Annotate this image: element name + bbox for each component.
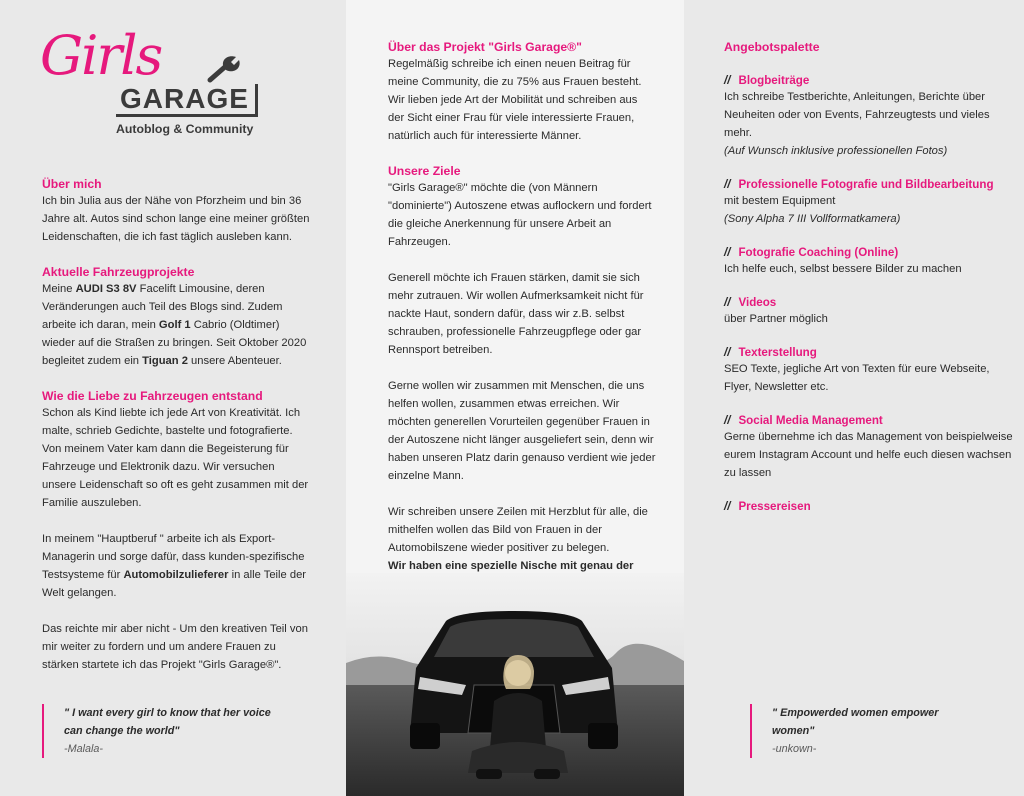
separator-glyph: // bbox=[724, 296, 731, 309]
quote-text: " I want every girl to know that her voice can change the world" bbox=[64, 707, 271, 737]
logo-script: Girls bbox=[40, 24, 162, 87]
love-section bbox=[42, 389, 310, 674]
offer-text: über Partner möglich bbox=[724, 313, 828, 325]
goals-paragraph-4: Wir schreiben unsere Zeilen mit Herzblut für alle, die mithelfen wollen das Bild von Frauen in der Automobilszene wieder positiver zu belegen. bbox=[388, 506, 648, 554]
goals-paragraph-1: "Girls Garage®" möchte die (von Männern "dominierte") Autoszene etwas auflockern und fordert die gleiche Anerkennung für unsere Arbeit an Fahrzeugen. bbox=[388, 182, 652, 248]
offer-item bbox=[724, 74, 1014, 160]
projects-title: Aktuelle Fahrzeugprojekte bbox=[42, 265, 195, 279]
offer-item bbox=[724, 178, 1014, 228]
goals-paragraph-3: Gerne wollen wir zusammen mit Menschen, die uns helfen wollen, zusammen etwas erreichen. Wir möchten generellen Vorurteilen gegenüber Frauen in der Autoszene nicht länger ausgeliefert sein, denn wir haben unseren Platz darin genauso verdient wie jeder einzelne Mann. bbox=[388, 380, 656, 482]
quote-author: -Malala- bbox=[64, 743, 103, 755]
projects-section bbox=[42, 265, 310, 370]
offer-text: mit bestem Equipment bbox=[724, 195, 836, 207]
separator-glyph: // bbox=[724, 246, 731, 259]
right-column bbox=[684, 0, 1024, 796]
offer-title: // Texterstellung bbox=[724, 346, 817, 359]
offer-item bbox=[724, 500, 1014, 513]
offers-list bbox=[724, 74, 1014, 513]
offer-note: (Sony Alpha 7 III Vollformatkamera) bbox=[724, 213, 901, 225]
wrench-icon bbox=[206, 54, 242, 84]
offer-text: SEO Texte, jegliche Art von Texten für eure Webseite, Flyer, Newsletter etc. bbox=[724, 363, 990, 393]
offer-title: // Pressereisen bbox=[724, 500, 811, 513]
job-text: In meinem "Hauptberuf " arbeite ich als Export-Managerin und sorge dafür, dass kunden-spezifische Testsysteme für Automobilzulieferer in alle Teile der Welt gelangen. bbox=[42, 533, 307, 599]
goals-section bbox=[388, 164, 656, 593]
offer-item bbox=[724, 346, 1014, 396]
offer-title: // Professionelle Fotografie und Bildbearbeitung bbox=[724, 178, 994, 191]
offer-note: (Auf Wunsch inklusive professionellen Fotos) bbox=[724, 145, 948, 157]
separator-glyph: // bbox=[724, 346, 731, 359]
love-title: Wie die Liebe zu Fahrzeugen entstand bbox=[42, 389, 263, 403]
offer-text: Ich schreibe Testberichte, Anleitungen, Berichte über Neuheiten oder von Events, Fahrzeugtests und vieles mehr. bbox=[724, 91, 990, 139]
offer-title: // Blogbeiträge bbox=[724, 74, 810, 87]
offers-section bbox=[724, 40, 1014, 531]
separator-glyph: // bbox=[724, 500, 731, 513]
quote-empowered bbox=[750, 704, 952, 758]
quote-malala bbox=[42, 704, 284, 758]
love-text: Schon als Kind liebte ich jede Art von Kreativität. Ich malte, schrieb Gedichte, bastelte und fotografierte. Von meinem Vater kam dann die Begeisterung für Fahrzeuge und Elektronik dazu. Wir versuchen unsere Leidenschaft so oft es geht zusammen mit der Familie auszuleben. bbox=[42, 407, 309, 509]
separator-glyph: // bbox=[724, 414, 731, 427]
separator-glyph: // bbox=[724, 74, 731, 87]
about-title: Über mich bbox=[42, 177, 102, 191]
projects-text: Meine AUDI S3 8V Facelift Limousine, deren Veränderungen auch Teil des Blogs sind. Zudem arbeite ich daran, mein Golf 1 Cabrio (Oldtimer) wieder auf die Straßen zu bringen. Seit Oktober 2020 begleitet zudem ein Tiguan 2 unsere Abenteuer. bbox=[42, 283, 307, 367]
car-photo bbox=[346, 573, 684, 796]
logo-wordmark: GARAGE bbox=[116, 84, 258, 117]
car-photo-illustration bbox=[346, 573, 684, 796]
goals-title: Unsere Ziele bbox=[388, 164, 461, 178]
girls-garage-logo bbox=[40, 26, 260, 141]
about-section bbox=[42, 177, 310, 246]
offer-title: // Social Media Management bbox=[724, 414, 883, 427]
project-section bbox=[388, 40, 656, 145]
offer-item bbox=[724, 414, 1014, 482]
project-text: Regelmäßig schreibe ich einen neuen Beitrag für meine Community, die zu 75% aus Frauen besteht. Wir lieben jede Art der Mobilität und schreiben aus der Sicht einer Frau für viele interessierte Frauen, natürlich auch für interessierte Männer. bbox=[388, 58, 642, 142]
offer-item bbox=[724, 296, 1014, 328]
offer-item bbox=[724, 246, 1014, 278]
offer-title: // Videos bbox=[724, 296, 777, 309]
separator-glyph: // bbox=[724, 178, 731, 191]
left-column bbox=[0, 0, 346, 796]
offer-title: // Fotografie Coaching (Online) bbox=[724, 246, 899, 259]
offers-title: Angebotspalette bbox=[724, 40, 820, 54]
project-title: Über das Projekt "Girls Garage®" bbox=[388, 40, 582, 54]
offer-text: Ich helfe euch, selbst bessere Bilder zu machen bbox=[724, 263, 962, 275]
quote-author-right: -unkown- bbox=[772, 743, 817, 755]
quote-text-right: " Empowerded women empower women" bbox=[772, 707, 939, 737]
logo-subtitle: Autoblog & Community bbox=[116, 122, 254, 136]
offer-text: Gerne übernehme ich das Management von beispielweise eurem Instagram Account und helfe euch diesen wachsen zu lassen bbox=[724, 431, 1013, 479]
about-text: Ich bin Julia aus der Nähe von Pforzheim und bin 36 Jahre alt. Autos sind schon lange eine meiner größten Leidenschaften, die ich fast täglich ausleben kann. bbox=[42, 195, 310, 243]
goals-bold-text: Wir haben eine spezielle Nische mit genau der bbox=[388, 560, 634, 572]
goals-paragraph-2: Generell möchte ich Frauen stärken, damit sie sich mehr zutrauen. Wir wollen Aufmerksamkeit nicht für nackte Haut, sondern dafür, dass wir z.B. selbst schrauben, professionelle Fahrzeugpflege oder gar Rennsport betreiben. bbox=[388, 272, 644, 356]
start-text: Das reichte mir aber nicht - Um den kreativen Teil von mir weiter zu fordern und um andere Frauen zu stärken startete ich das Projekt "Girls Garage®". bbox=[42, 623, 308, 671]
